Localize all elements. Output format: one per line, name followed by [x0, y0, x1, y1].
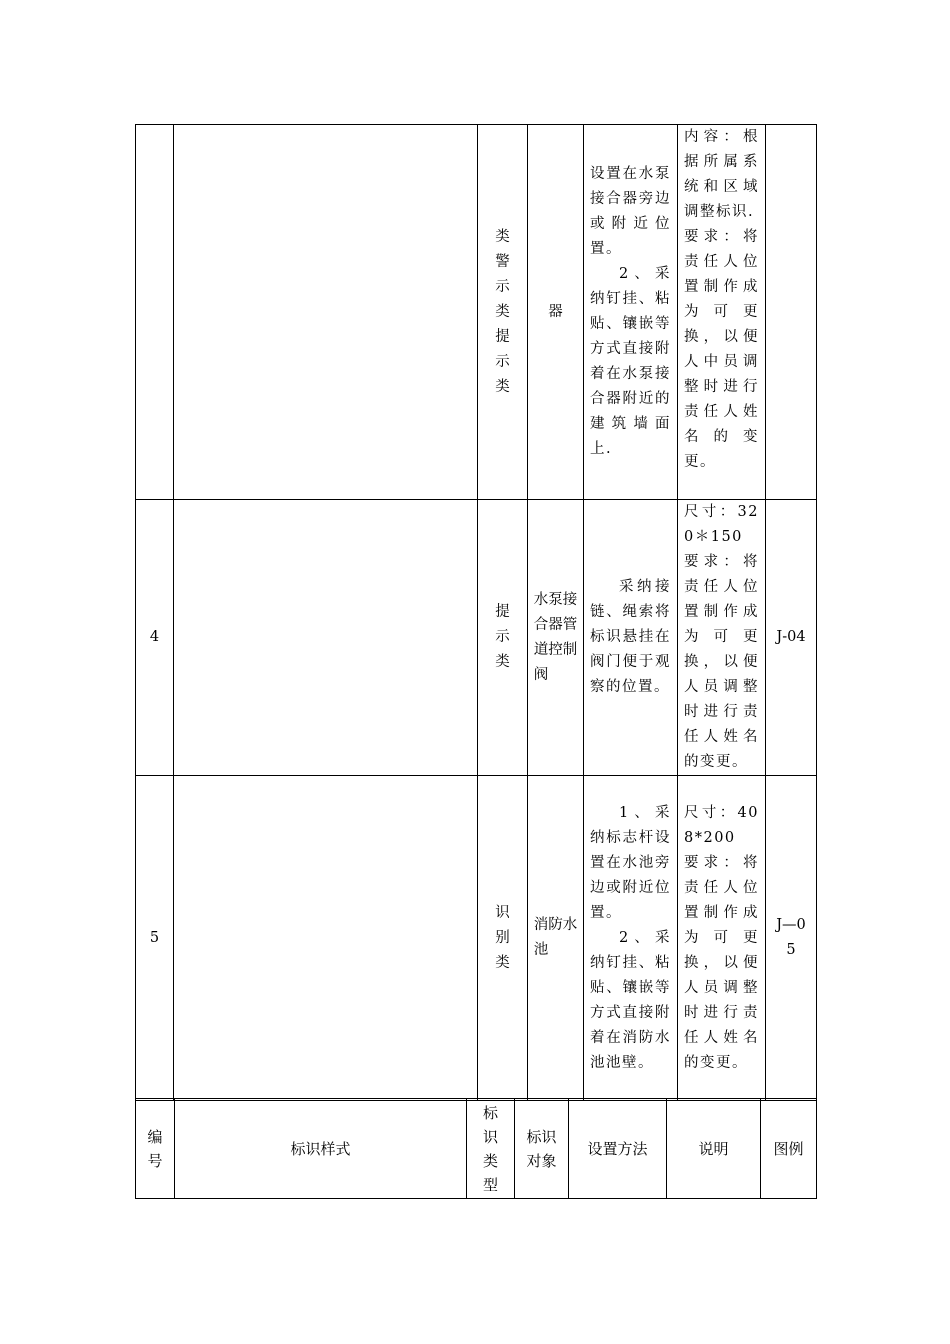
row-number [136, 125, 174, 500]
sign-object-cell [528, 500, 584, 776]
sign-type-cell [478, 500, 528, 776]
header-method: 设置方法 [569, 1099, 667, 1199]
description-text: 内容：根据所属系统和区域调整标识. [684, 129, 759, 220]
header-style: 标识样式 [175, 1099, 467, 1199]
sign-type: 提示类 [495, 604, 510, 670]
sign-object: 器 [548, 303, 563, 320]
setting-method-cell [584, 500, 678, 776]
header-number: 编号 [136, 1099, 175, 1199]
header-object: 标识对象 [515, 1099, 569, 1199]
description-cell [678, 125, 766, 500]
description-text: 要求：将责任人位置制作成为可更换，以便人中员调整时进行责任人姓名的变更。 [684, 229, 759, 470]
setting-method-text: 2、采纳钉挂、粘贴、镶嵌等方式直接附着在消防水池池壁。 [590, 929, 671, 1071]
setting-method-cell [584, 125, 678, 500]
table-row [136, 500, 817, 776]
sign-object: 水泵接合器管道控制阀 [533, 591, 578, 683]
figure-code-cell [766, 776, 817, 1101]
description-text: 尺寸：320＊150 [684, 504, 759, 545]
row-number: 4 [136, 500, 174, 776]
sign-type: 识别类 [495, 904, 510, 971]
sign-type: 类警示类提示类 [495, 228, 510, 395]
sign-style-cell [174, 500, 478, 776]
description-cell [678, 776, 766, 1101]
header-description: 说明 [667, 1099, 761, 1199]
description-cell [678, 500, 766, 776]
sign-object-cell [528, 125, 584, 500]
header-type: 标识类型 [467, 1099, 515, 1199]
figure-code [766, 125, 817, 500]
sign-type-cell [478, 776, 528, 1101]
sign-object-cell [528, 776, 584, 1101]
sign-table [135, 124, 817, 1101]
table-header [135, 1098, 817, 1199]
figure-code: J-04 [766, 500, 817, 776]
header-row [136, 1099, 817, 1199]
description-text: 要求：将责任人位置制作成为可更换，以便人员调整时进行责任人姓名的变更。 [684, 554, 759, 770]
sign-type-cell [478, 125, 528, 500]
figure-code: J—05 [776, 917, 806, 958]
sign-style-cell [174, 776, 478, 1101]
header-figure: 图例 [761, 1099, 817, 1199]
setting-method-text: 采纳接链、绳索将标识悬挂在阀门便于观察的位置。 [590, 579, 671, 695]
description-text: 要求：将责任人位置制作成为可更换，以便人员调整时进行责任人姓名的变更。 [684, 854, 759, 1071]
row-number: 5 [136, 776, 174, 1101]
setting-method-text: 1、采纳标志杆设置在水池旁边或附近位置。 [590, 804, 671, 921]
table-row [136, 125, 817, 500]
table-row [136, 776, 817, 1101]
setting-method-text: 设置在水泵接合器旁边或附近位置。 [590, 166, 671, 257]
description-text: 尺寸：408*200 [684, 804, 759, 846]
sign-style-cell [174, 125, 478, 500]
sign-object: 消防水池 [533, 917, 578, 958]
setting-method-cell [584, 776, 678, 1101]
setting-method-text: 2、采纳钉挂、粘贴、镶嵌等方式直接附着在水泵接合器附近的建筑墙面上. [590, 266, 671, 457]
